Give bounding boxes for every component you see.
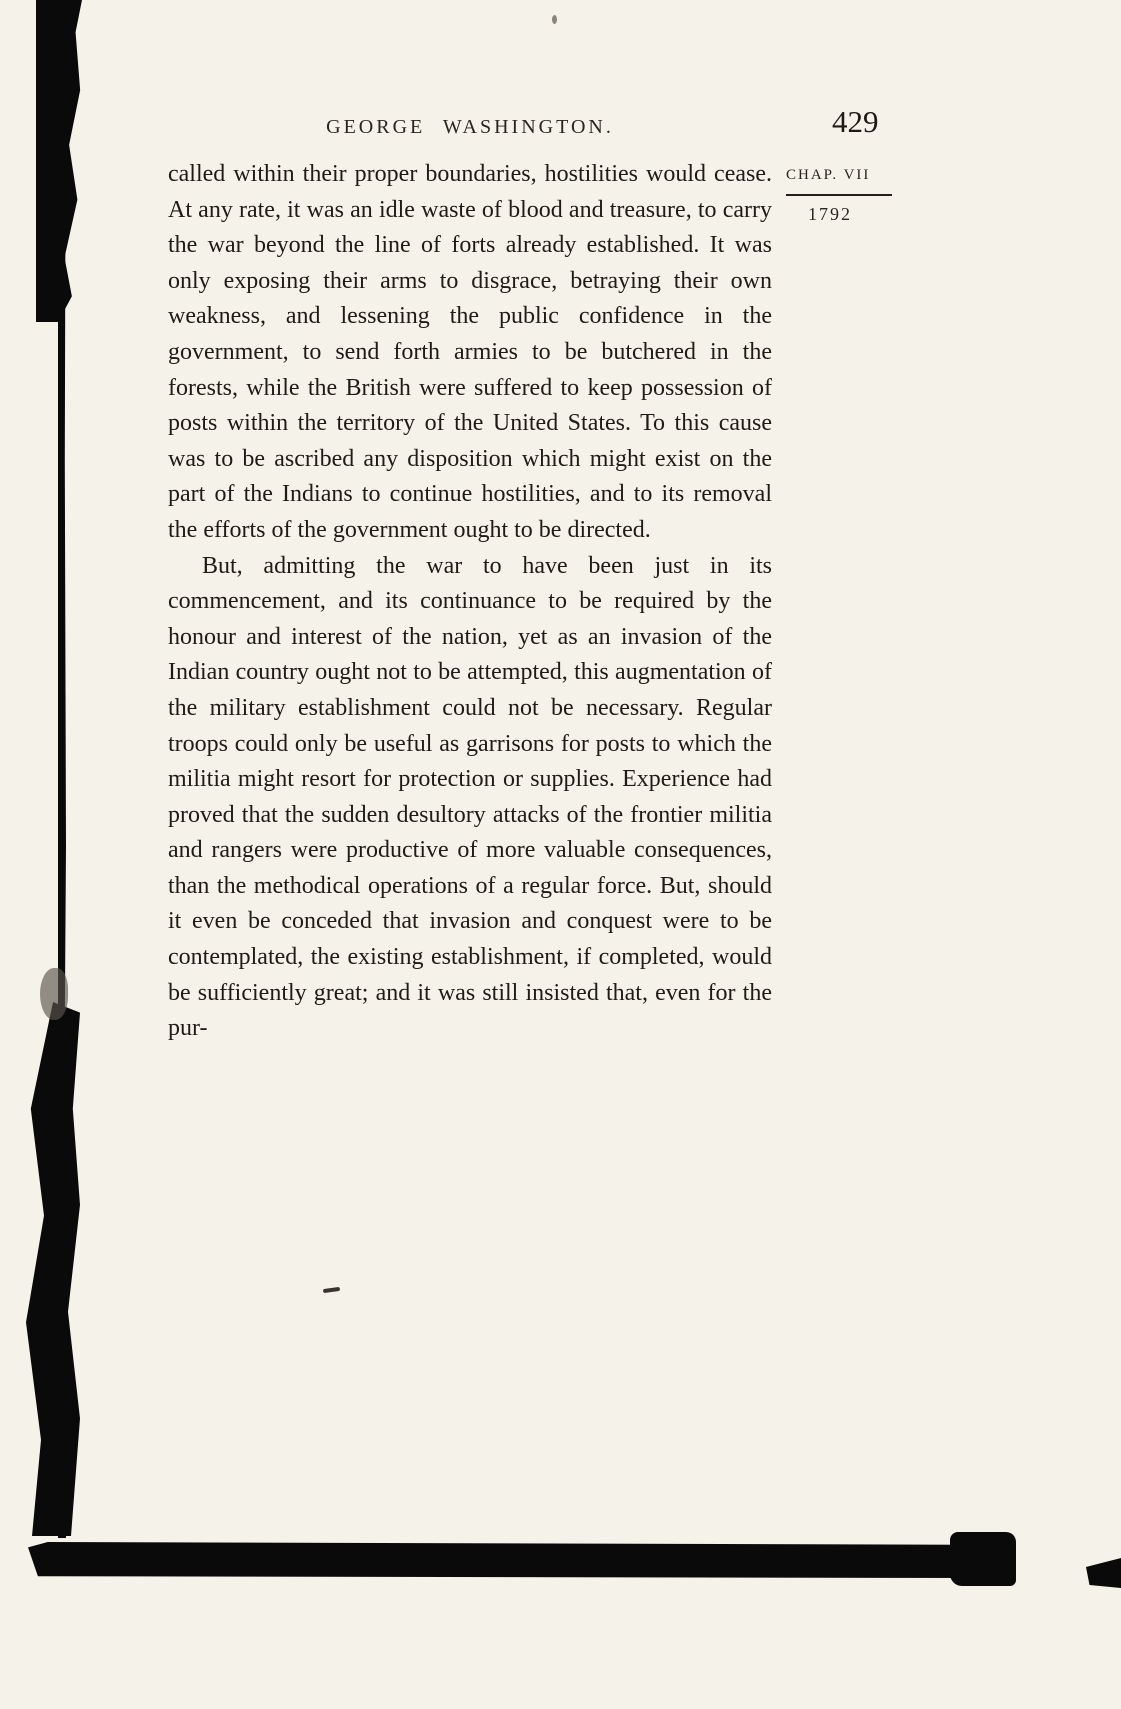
- margin-chapter-label: CHAP. VII: [786, 167, 871, 183]
- scan-artifact-left-lower-bar: [20, 1002, 80, 1536]
- body-paragraph: But, admitting the war to have been just in its commencement, and its continuance to be required by the honour and interest of the nation, yet as an invasion of the Indian country ought not to be attempted, this augmentation of the military establishment could not be necessary. Regular troops could only be useful as garrisons for posts to which the militia might resort for protection or supplies. Experience had proved that the sudden desultory attacks of the frontier militia and rangers were productive of more valuable consequences, than the methodical operations of a regular force. But, should it even be conceded that invasion and conquest were to be contemplated, the existing establishment, if completed, would be sufficiently great; and it was still insisted that, even for the pur-: [168, 552, 772, 1042]
- scan-artifact-stray-dash: [323, 1287, 340, 1293]
- scan-artifact-top-dot: [552, 15, 557, 24]
- margin-rule: [786, 194, 892, 196]
- scan-artifact-bottom-right-corner: [1086, 1558, 1121, 1588]
- scan-artifact-bottom-bar: [28, 1542, 1016, 1578]
- scan-artifact-bottom-blob: [950, 1532, 1016, 1586]
- scan-artifact-smudge: [40, 968, 68, 1020]
- margin-year-label: 1792: [808, 204, 852, 224]
- body-text-column: [168, 157, 772, 1047]
- body-paragraph: called within their proper boundaries, hostilities would cease. At any rate, it was an idle waste of blood and treasure, to carry the war beyond the line of forts already established. It was only exposing their arms to disgrace, betraying their own weakness, and lessening the public confidence in the government, to send forth armies to be butchered in the forests, while the British were suffered to keep possession of posts within the territory of the United States. To this cause was to be ascribed any disposition which might exist on the part of the Indians to continue hostilities, and to its removal the efforts of the government ought to be directed.: [168, 161, 772, 543]
- running-header: GEORGE WASHINGTON.: [326, 116, 614, 138]
- margin-notes: [786, 167, 906, 225]
- page-number: 429: [832, 104, 879, 139]
